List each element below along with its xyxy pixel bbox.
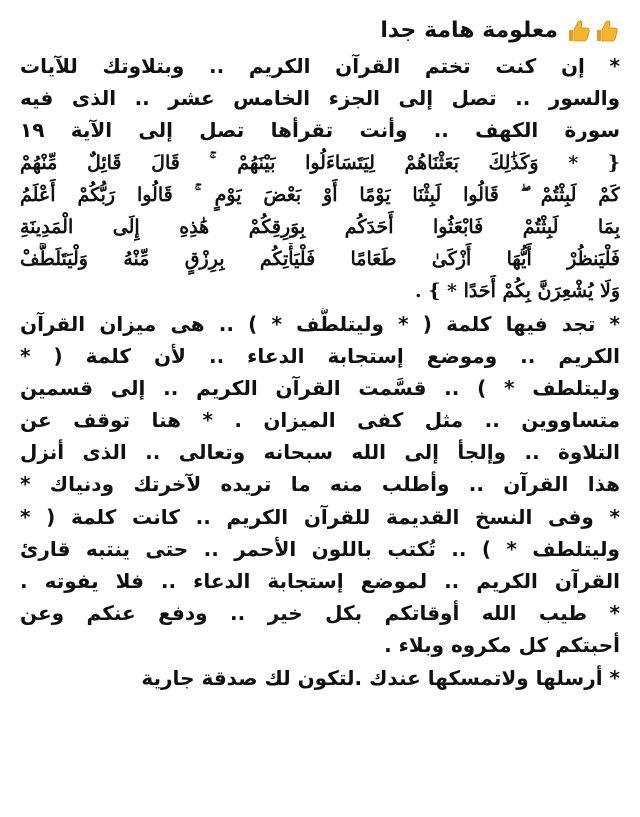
text-line: * إن كنت تختم القرآن الكريم .. وبتلاوتك للآيات <box>20 54 620 78</box>
quran-verse-line: وَلَا يُشْعِرَنَّ بِكُمْ أَحَدًا * } . <box>414 280 620 303</box>
text-line: متساووين .. مثل كفى الميزان . * هنا توقف عن <box>20 408 620 433</box>
text-line: وليتلطف * ) .. قسَّمت القرآن الكريم .. إلى قسمين <box>20 375 620 400</box>
text-line: أحبتكم كل مكروه وبلاء . <box>384 633 620 658</box>
text-line: وليتلطف * ) .. تُكتب باللون الأحمر .. حتى ينتبه قارئ <box>20 536 620 561</box>
text-line: * طيب الله أوقاتكم بكل خير .. ودفع عنكم وعن <box>20 601 620 626</box>
quran-verse-line: { * وَكَذَٰلِكَ بَعَثْنَاهُمْ لِيَتَسَاءَلُوا بَيْنَهُمْ ۚ قَالَ قَائِلٌ مِّنْهُمْ <box>20 151 620 174</box>
text-line: الكريم .. وموضع إستجابة الدعاء .. لأن كلمة ( * <box>20 343 620 368</box>
text-line: * أرسلها ولاتمسكها عندك .لتكون لك صدقة جارية <box>141 665 620 690</box>
quran-verse-line: فَلْيَنظُرْ أَيُّهَا أَزْكَىٰ طَعَامًا فَلْيَأْتِكُم بِرِزْقٍ مِّنْهُ وَلْيَتَلَطَّفْ <box>20 248 620 271</box>
text-line: سورة الكهف .. وأنت تقرأها تصل إلى الآية ١٩ <box>20 118 620 143</box>
text-line: التلاوة .. وإلجأ إلى الله سبحانه وتعالى .. الذى أنزل <box>20 440 620 465</box>
text-line: القرآن الكريم .. لموضع إستجابة الدعاء .. فلا يفوته . <box>20 569 620 593</box>
text-line: هذا القرآن .. وأطلب منه ما تريده لآخرتك ودنياك * <box>20 472 620 497</box>
text-line: * تجد فيها كلمة ( * وليتلطَّف * ) .. هى ميزان القرآن <box>20 311 620 336</box>
thumbs-up-group <box>566 18 620 44</box>
title-row <box>20 14 620 48</box>
text-line: * وفى النسخ القديمة للقرآن الكريم .. كانت كلمة ( * <box>20 504 620 529</box>
post-title: معلومة هامة جدا <box>380 18 558 43</box>
post-body <box>20 50 620 694</box>
quran-verse-line: كَمْ لَبِثْتُمْ ۖ قَالُوا لَبِثْنَا يَوْمًا أَوْ بَعْضَ يَوْمٍ ۚ قَالُوا رَبُّكُمْ أَعْلَمُ <box>20 183 620 206</box>
thumbs-up-icon <box>594 18 620 44</box>
text-line: والسور .. تصل إلى الجزء الخامس عشر .. الذى فيه <box>20 86 620 111</box>
thumbs-up-icon <box>566 18 592 44</box>
quran-verse-line: بِمَا لَبِثْتُمْ فَابْعَثُوا أَحَدَكُم بِوَرِقِكُمْ هَٰذِهِ إِلَى الْمَدِينَةِ <box>20 215 620 238</box>
